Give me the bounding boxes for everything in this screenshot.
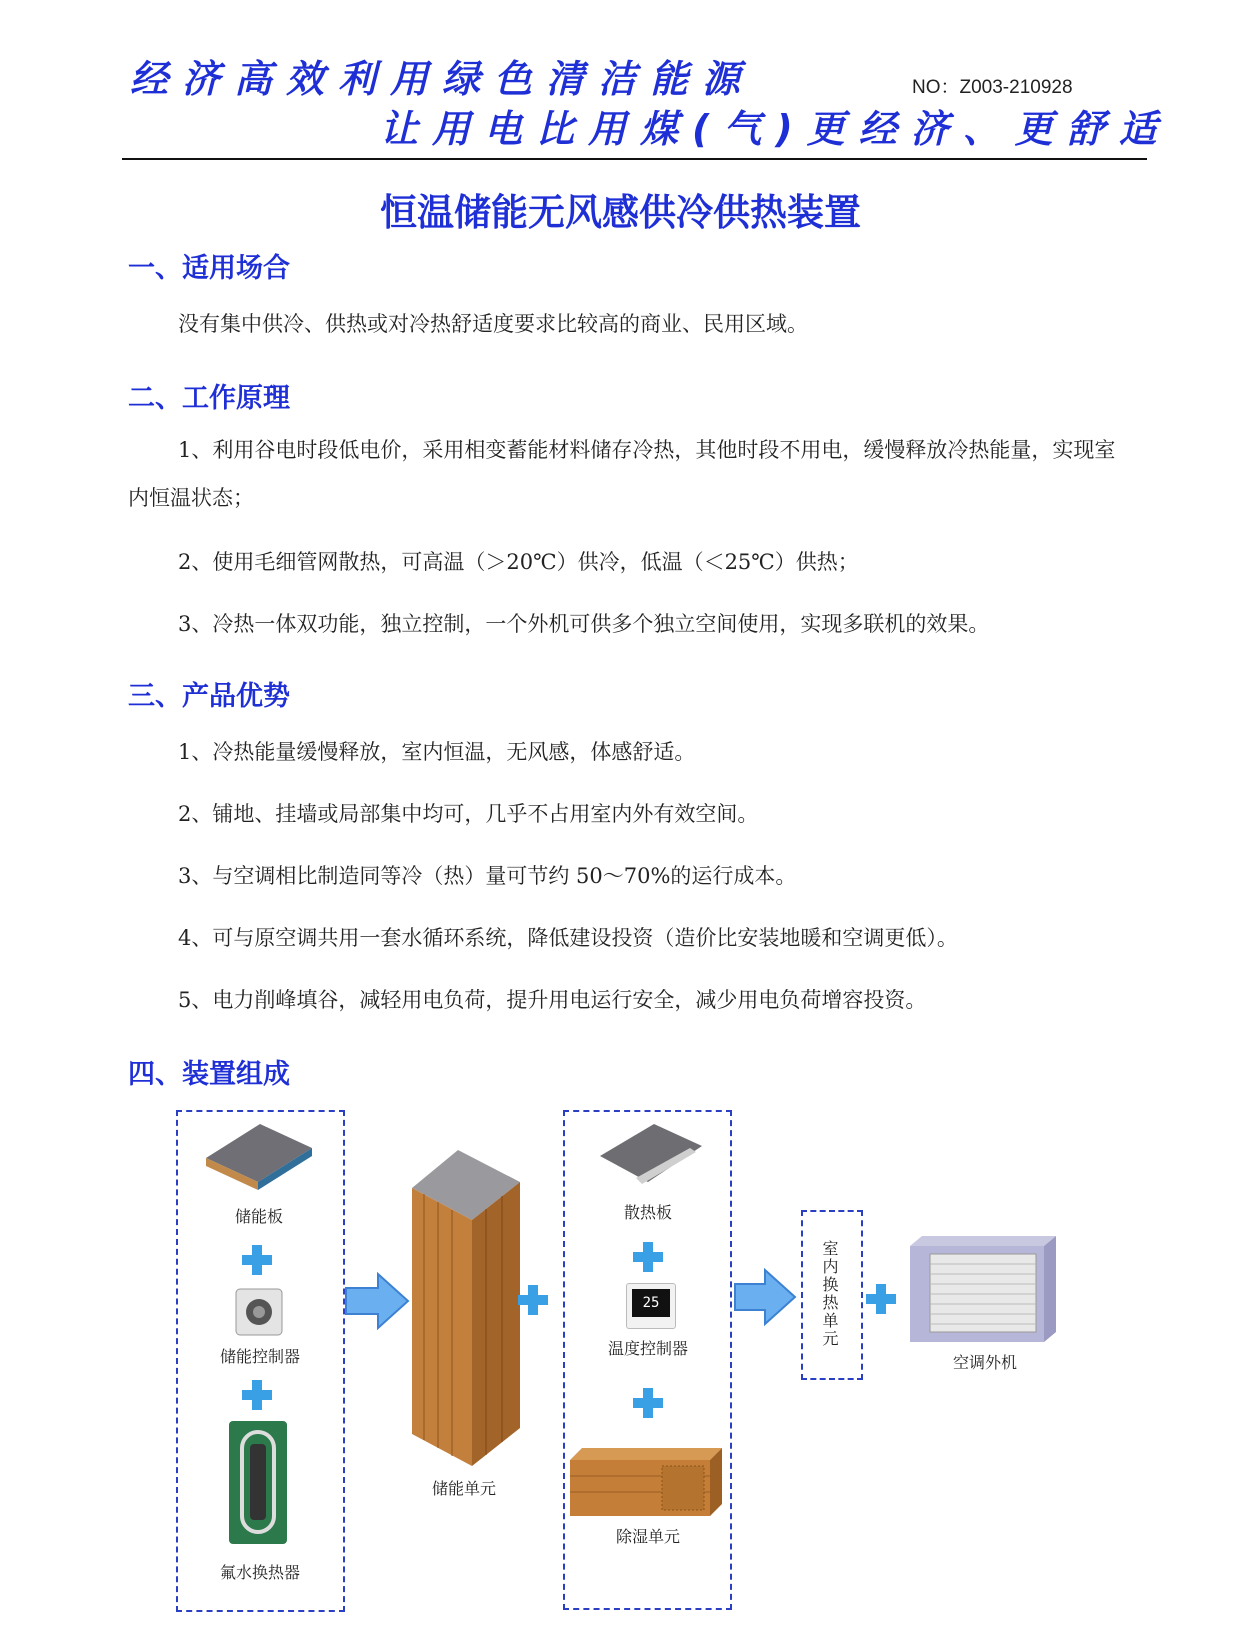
section-heading-advantages: 三、产品优势 bbox=[128, 681, 290, 712]
storage-board-image bbox=[198, 1120, 318, 1195]
paragraph: 3、冷热一体双功能，独立控制，一个外机可供多个独立空间使用，实现多联机的效果。 bbox=[178, 612, 990, 636]
document-number: NO：Z003-210928 bbox=[912, 77, 1073, 98]
plus-icon bbox=[242, 1245, 272, 1275]
section-heading-applicable: 一、适用场合 bbox=[128, 253, 290, 284]
storage-unit-label: 储能单元 bbox=[431, 1479, 496, 1498]
radiator-board-image bbox=[596, 1120, 706, 1192]
page-title: 恒温储能无风感供冷供热装置 bbox=[380, 191, 861, 234]
storage-unit-image bbox=[410, 1148, 522, 1468]
paragraph: 3、与空调相比制造同等冷（热）量可节约 50～70%的运行成本。 bbox=[178, 864, 797, 888]
storage-controller-image bbox=[234, 1287, 284, 1337]
plus-icon bbox=[518, 1285, 548, 1315]
plus-icon bbox=[242, 1380, 272, 1410]
fluorine-water-exchanger-image bbox=[228, 1420, 288, 1545]
radiator-board-label: 散热板 bbox=[623, 1203, 672, 1222]
paragraph: 2、铺地、挂墙或局部集中均可，几乎不占用室内外有效空间。 bbox=[178, 802, 759, 826]
flow-arrow-icon bbox=[733, 1268, 797, 1326]
section-heading-composition: 四、装置组成 bbox=[128, 1059, 290, 1090]
storage-board-label: 储能板 bbox=[234, 1207, 283, 1226]
plus-icon bbox=[633, 1242, 663, 1272]
slogan-line2: 让用电比用煤(气)更经济、更舒适 bbox=[380, 107, 1171, 151]
paragraph: 1、冷热能量缓慢释放，室内恒温，无风感，体感舒适。 bbox=[178, 740, 696, 764]
paragraph: 没有集中供冷、供热或对冷热舒适度要求比较高的商业、民用区域。 bbox=[178, 312, 808, 336]
indoor-exchange-unit-label: 室内换热单元 bbox=[820, 1240, 839, 1348]
dehumidify-unit-image bbox=[568, 1446, 724, 1518]
plus-icon bbox=[633, 1388, 663, 1418]
plus-icon bbox=[866, 1284, 896, 1314]
ac-outdoor-unit-image bbox=[908, 1234, 1058, 1344]
paragraph: 1、利用谷电时段低电价，采用相变蓄能材料储存冷热，其他时段不用电，缓慢释放冷热能量，实现室内恒温状态； bbox=[128, 438, 1116, 510]
fluorine-water-exchanger-label: 氟水换热器 bbox=[219, 1563, 300, 1582]
paragraph: 4、可与原空调共用一套水循环系统，降低建设投资（造价比安装地暖和空调更低）。 bbox=[178, 926, 958, 950]
dehumidify-unit-label: 除湿单元 bbox=[615, 1527, 680, 1546]
composition-diagram bbox=[0, 1100, 1241, 1620]
section-heading-principle: 二、工作原理 bbox=[128, 383, 290, 414]
header-divider bbox=[122, 158, 1147, 160]
storage-controller-label: 储能控制器 bbox=[219, 1347, 300, 1366]
slogan-line1: 经济高效利用绿色清洁能源 bbox=[130, 57, 755, 101]
paragraph: 5、电力削峰填谷，减轻用电负荷，提升用电运行安全，减少用电负荷增容投资。 bbox=[178, 988, 927, 1012]
temperature-controller-image bbox=[626, 1283, 676, 1329]
temperature-display: 25 bbox=[632, 1289, 670, 1317]
temperature-controller-label: 温度控制器 bbox=[607, 1339, 688, 1358]
paragraph: 2、使用毛细管网散热，可高温（＞20℃）供冷，低温（＜25℃）供热； bbox=[178, 550, 859, 574]
ac-outdoor-unit-label: 空调外机 bbox=[952, 1353, 1017, 1372]
flow-arrow-icon bbox=[344, 1272, 410, 1330]
